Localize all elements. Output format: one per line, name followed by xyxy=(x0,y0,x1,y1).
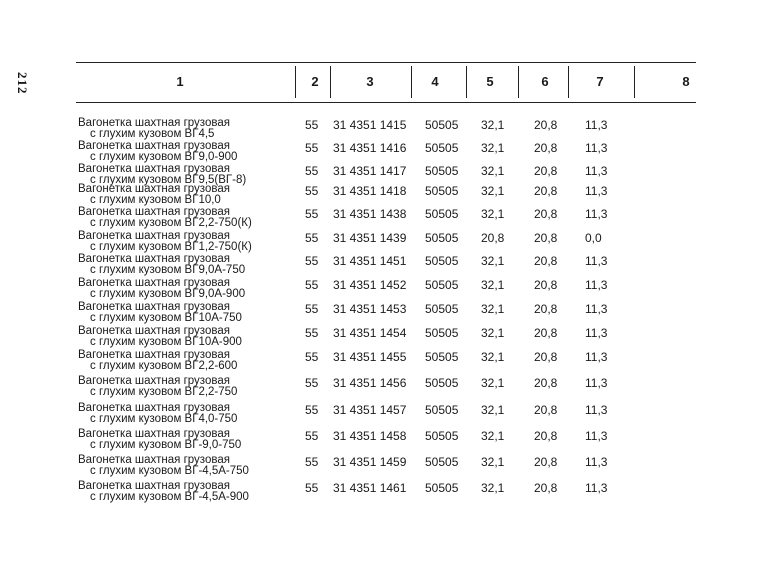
header-separator xyxy=(518,66,519,98)
item-name xyxy=(78,481,298,503)
cell-col7: 11,3 xyxy=(585,326,608,340)
item-name xyxy=(78,118,298,140)
table-row xyxy=(0,403,780,427)
cell-col5: 32,1 xyxy=(481,278,505,292)
item-name-line1: Вагонетка шахтная грузовая xyxy=(78,349,230,361)
item-name-line1: Вагонетка шахтная грузовая xyxy=(78,480,230,492)
cell-col7: 11,3 xyxy=(585,350,608,364)
cell-col7: 0,0 xyxy=(585,231,602,245)
item-name-line2: с глухим кузовом ВГ10А-750 xyxy=(90,312,242,324)
cell-col6: 20,8 xyxy=(534,278,558,292)
item-name-line2: с глухим кузовом ВГ-9,0-750 xyxy=(90,439,242,451)
item-name-line1: Вагонетка шахтная грузовая xyxy=(78,183,230,195)
item-name-line2: с глухим кузовом ВГ9,0-900 xyxy=(90,151,238,163)
cell-col3: 31 4351 1416 xyxy=(333,141,407,155)
cell-col3: 31 4351 1418 xyxy=(333,184,407,198)
cell-col7: 11,3 xyxy=(585,481,608,495)
header-separator xyxy=(466,66,467,98)
cell-col7: 11,3 xyxy=(585,118,608,132)
item-name xyxy=(78,278,298,300)
item-name xyxy=(78,326,298,348)
cell-col2: 55 xyxy=(305,481,319,495)
cell-col2: 55 xyxy=(305,326,319,340)
item-name-line1: Вагонетка шахтная грузовая xyxy=(78,325,230,337)
header-separator xyxy=(330,66,331,98)
cell-col3: 31 4351 1458 xyxy=(333,429,407,443)
cell-col4: 50505 xyxy=(425,278,459,292)
item-name-line2: с глухим кузовом ВГ-4,5А-750 xyxy=(90,465,249,477)
cell-col6: 20,8 xyxy=(534,231,558,245)
cell-col4: 50505 xyxy=(425,184,459,198)
cell-col7: 11,3 xyxy=(585,184,608,198)
cell-col5: 32,1 xyxy=(481,118,505,132)
cell-col4: 50505 xyxy=(425,481,459,495)
cell-col2: 55 xyxy=(305,278,319,292)
item-name-line2: с глухим кузовом ВГ2,2-750 xyxy=(90,386,238,398)
cell-col3: 31 4351 1439 xyxy=(333,231,407,245)
cell-col5: 32,1 xyxy=(481,207,505,221)
item-name-line2: с глухим кузовом ВГ10,0 xyxy=(90,194,221,206)
cell-col4: 50505 xyxy=(425,403,459,417)
item-name-line2: с глухим кузовом ВГ2,2-750(К) xyxy=(90,217,252,229)
cell-col7: 11,3 xyxy=(585,455,608,469)
cell-col2: 55 xyxy=(305,184,319,198)
cell-col7: 11,3 xyxy=(585,141,608,155)
cell-col5: 32,1 xyxy=(481,403,505,417)
cell-col6: 20,8 xyxy=(534,376,558,390)
cell-col2: 55 xyxy=(305,231,319,245)
table-row xyxy=(0,350,780,374)
table-row xyxy=(0,254,780,278)
item-name-line2: с глухим кузовом ВГ-4,5А-900 xyxy=(90,491,249,503)
item-name-line2: с глухим кузовом ВГ1,2-750(К) xyxy=(90,241,252,253)
item-name-line2: с глухим кузовом ВГ9,0А-750 xyxy=(90,264,246,276)
cell-col4: 50505 xyxy=(425,164,459,178)
cell-col7: 11,3 xyxy=(585,429,608,443)
cell-col7: 11,3 xyxy=(585,254,608,268)
item-name xyxy=(78,350,298,372)
cell-col6: 20,8 xyxy=(534,184,558,198)
cell-col7: 11,3 xyxy=(585,376,608,390)
column-header-3: 3 xyxy=(366,74,374,89)
item-name-line2: с глухим кузовом ВГ4,0-750 xyxy=(90,413,238,425)
item-name-line2: с глухим кузовом ВГ10А-900 xyxy=(90,336,242,348)
cell-col5: 32,1 xyxy=(481,184,505,198)
cell-col6: 20,8 xyxy=(534,403,558,417)
item-name-line1: Вагонетка шахтная грузовая xyxy=(78,277,230,289)
table-row xyxy=(0,302,780,326)
cell-col5: 20,8 xyxy=(481,231,505,245)
cell-col4: 50505 xyxy=(425,429,459,443)
table-row xyxy=(0,376,780,400)
column-header-4: 4 xyxy=(431,74,439,89)
column-header-5: 5 xyxy=(486,74,494,89)
header-separator xyxy=(634,66,635,98)
column-header-6: 6 xyxy=(541,74,549,89)
page-number: 212 xyxy=(15,72,30,95)
item-name xyxy=(78,231,298,253)
table-row xyxy=(0,231,780,255)
column-header-8: 8 xyxy=(682,74,690,89)
item-name xyxy=(78,376,298,398)
table-row xyxy=(0,118,780,142)
item-name-line1: Вагонетка шахтная грузовая xyxy=(78,140,230,152)
cell-col5: 32,1 xyxy=(481,376,505,390)
item-name-line2: с глухим кузовом ВГ9,5(ВГ-8) xyxy=(90,174,247,186)
cell-col4: 50505 xyxy=(425,118,459,132)
item-name-line1: Вагонетка шахтная грузовая xyxy=(78,230,230,242)
column-header-7: 7 xyxy=(596,74,604,89)
table-row xyxy=(0,481,780,505)
table-row xyxy=(0,207,780,231)
cell-col2: 55 xyxy=(305,350,319,364)
cell-col3: 31 4351 1453 xyxy=(333,302,407,316)
item-name-line2: с глухим кузовом ВГ9,0А-900 xyxy=(90,288,246,300)
table-row xyxy=(0,184,780,208)
cell-col2: 55 xyxy=(305,164,319,178)
cell-col6: 20,8 xyxy=(534,302,558,316)
cell-col3: 31 4351 1457 xyxy=(333,403,407,417)
cell-col6: 20,8 xyxy=(534,207,558,221)
cell-col5: 32,1 xyxy=(481,326,505,340)
item-name xyxy=(78,429,298,451)
item-name-line1: Вагонетка шахтная грузовая xyxy=(78,163,230,175)
cell-col7: 11,3 xyxy=(585,164,608,178)
cell-col6: 20,8 xyxy=(534,350,558,364)
header-separator xyxy=(411,66,412,98)
cell-col5: 32,1 xyxy=(481,455,505,469)
cell-col2: 55 xyxy=(305,254,319,268)
cell-col2: 55 xyxy=(305,207,319,221)
cell-col7: 11,3 xyxy=(585,302,608,316)
cell-col3: 31 4351 1417 xyxy=(333,164,407,178)
item-name xyxy=(78,403,298,425)
cell-col4: 50505 xyxy=(425,141,459,155)
cell-col4: 50505 xyxy=(425,350,459,364)
cell-col6: 20,8 xyxy=(534,254,558,268)
item-name xyxy=(78,207,298,229)
cell-col5: 32,1 xyxy=(481,141,505,155)
cell-col6: 20,8 xyxy=(534,141,558,155)
item-name-line1: Вагонетка шахтная грузовая xyxy=(78,117,230,129)
cell-col7: 11,3 xyxy=(585,403,608,417)
cell-col4: 50505 xyxy=(425,376,459,390)
item-name-line2: с глухим кузовом ВГ4,5 xyxy=(90,128,215,140)
item-name xyxy=(78,302,298,324)
item-name-line1: Вагонетка шахтная грузовая xyxy=(78,301,230,313)
cell-col2: 55 xyxy=(305,376,319,390)
cell-col5: 32,1 xyxy=(481,254,505,268)
table-row xyxy=(0,278,780,302)
cell-col3: 31 4351 1452 xyxy=(333,278,407,292)
table-row xyxy=(0,141,780,165)
cell-col4: 50505 xyxy=(425,302,459,316)
cell-col4: 50505 xyxy=(425,231,459,245)
cell-col2: 55 xyxy=(305,302,319,316)
header-separator xyxy=(295,66,296,98)
cell-col5: 32,1 xyxy=(481,302,505,316)
item-name xyxy=(78,254,298,276)
item-name-line2: с глухим кузовом ВГ2,2-600 xyxy=(90,360,238,372)
item-name-line1: Вагонетка шахтная грузовая xyxy=(78,454,230,466)
cell-col3: 31 4351 1415 xyxy=(333,118,407,132)
table-row xyxy=(0,326,780,350)
cell-col3: 31 4351 1438 xyxy=(333,207,407,221)
cell-col2: 55 xyxy=(305,141,319,155)
cell-col4: 50505 xyxy=(425,254,459,268)
item-name-line1: Вагонетка шахтная грузовая xyxy=(78,402,230,414)
item-name xyxy=(78,184,298,206)
item-name-line1: Вагонетка шахтная грузовая xyxy=(78,428,230,440)
table-row xyxy=(0,429,780,453)
item-name-line1: Вагонетка шахтная грузовая xyxy=(78,206,230,218)
cell-col6: 20,8 xyxy=(534,429,558,443)
cell-col5: 32,1 xyxy=(481,481,505,495)
item-name xyxy=(78,455,298,477)
table-row xyxy=(0,455,780,479)
cell-col3: 31 4351 1451 xyxy=(333,254,407,268)
cell-col4: 50505 xyxy=(425,326,459,340)
item-name xyxy=(78,141,298,163)
cell-col2: 55 xyxy=(305,403,319,417)
cell-col5: 32,1 xyxy=(481,350,505,364)
column-header-1: 1 xyxy=(176,74,184,89)
item-name-line1: Вагонетка шахтная грузовая xyxy=(78,253,230,265)
item-name-line1: Вагонетка шахтная грузовая xyxy=(78,375,230,387)
header-separator xyxy=(568,66,569,98)
cell-col2: 55 xyxy=(305,455,319,469)
cell-col6: 20,8 xyxy=(534,481,558,495)
cell-col6: 20,8 xyxy=(534,326,558,340)
cell-col4: 50505 xyxy=(425,455,459,469)
cell-col3: 31 4351 1461 xyxy=(333,481,407,495)
cell-col5: 32,1 xyxy=(481,429,505,443)
cell-col7: 11,3 xyxy=(585,207,608,221)
cell-col2: 55 xyxy=(305,429,319,443)
cell-col3: 31 4351 1455 xyxy=(333,350,407,364)
header-top-rule xyxy=(76,62,696,63)
header-bottom-rule xyxy=(76,102,696,103)
cell-col6: 20,8 xyxy=(534,164,558,178)
cell-col3: 31 4351 1456 xyxy=(333,376,407,390)
cell-col4: 50505 xyxy=(425,207,459,221)
cell-col2: 55 xyxy=(305,118,319,132)
cell-col6: 20,8 xyxy=(534,455,558,469)
column-header-2: 2 xyxy=(311,74,319,89)
cell-col3: 31 4351 1459 xyxy=(333,455,407,469)
cell-col3: 31 4351 1454 xyxy=(333,326,407,340)
cell-col7: 11,3 xyxy=(585,278,608,292)
cell-col6: 20,8 xyxy=(534,118,558,132)
cell-col5: 32,1 xyxy=(481,164,505,178)
